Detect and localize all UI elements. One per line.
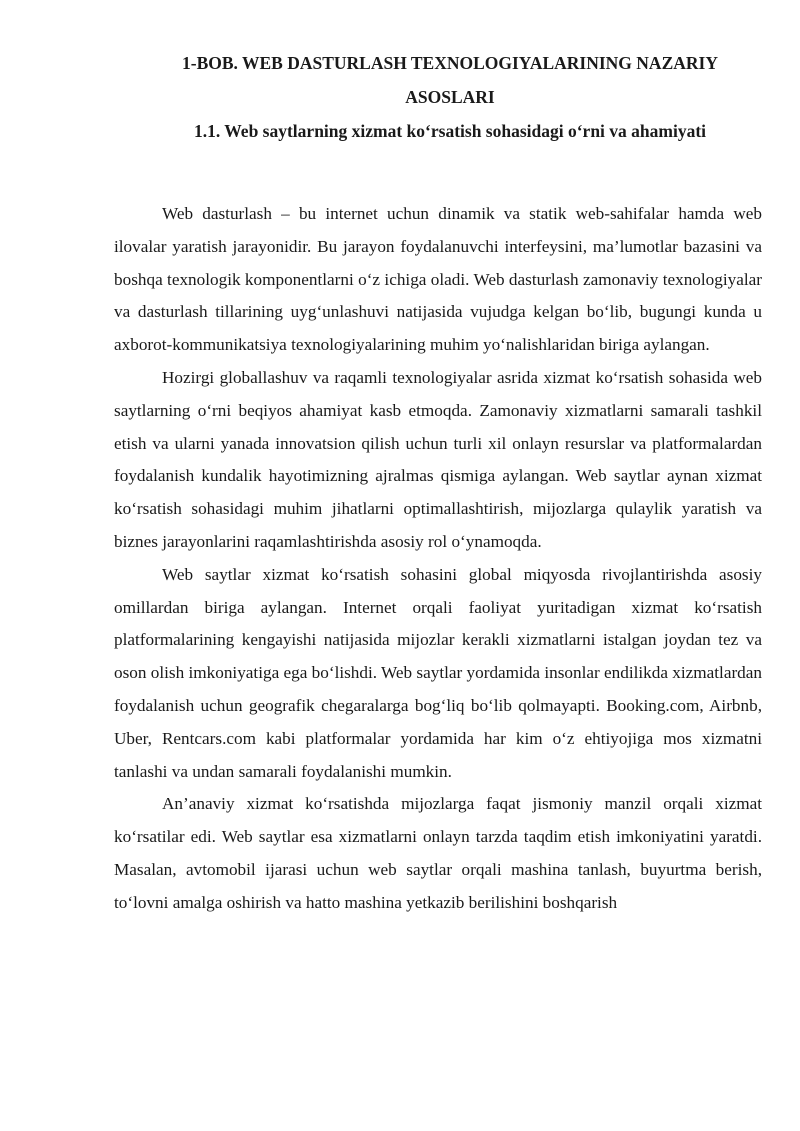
paragraph-3: Web saytlar xizmat ko‘rsatish sohasini global miqyosda rivojlantirishda asosiy omillardan biriga aylangan. Internet orqali faoliyat yuritadigan xizmat ko‘rsatish platformalarining kengayishi natijasida mijozlar kerakli xizmatlarni istalgan joydan tez va oson olish imkoniyatiga ega bo‘lishdi. Web saytlar yordamida insonlar endilikda xizmatlardan foydalanish uchun geografik chegaralarga bog‘liq bo‘lib qolmayapti. Booking.com, Airbnb, Uber, Rentcars.com kabi platformalar yordamida har kim o‘z ehtiyojiga mos xizmatni tanlashi va undan samarali foydalanishi mumkin.	[114, 564, 762, 781]
chapter-title: 1-BOB. WEB DASTURLASH TEXNOLOGIYALARINING NAZARIY ASOSLARI	[182, 53, 718, 107]
document-page	[114, 46, 762, 920]
paragraph-2: Hozirgi globallashuv va raqamli texnologiyalar asrida xizmat ko‘rsatish sohasida web saytlarning o‘rni beqiyos ahamiyat kasb etmoqda. Zamonaviy xizmatlarni samarali tashkil etish va ularni yanada innovatsion qilish uchun turli xil onlayn resurslar va platformalardan foydalanish kundalik hayotimizning ajralmas qismiga aylangan. Web saytlar aynan xizmat ko‘rsatish sohasidagi muhim jihatlarni optimallashtirish, mijozlarga qulaylik yaratish va biznes jarayonlarini raqamlashtirishda asosiy rol o‘ynamoqda.	[114, 367, 762, 551]
paragraph-1: Web dasturlash – bu internet uchun dinamik va statik web-sahifalar hamda web ilovalar yaratish jarayonidir. Bu jarayon foydalanuvchi interfeysini, ma’lumotlar bazasini va boshqa texnologik komponentlarni o‘z ichiga oladi. Web dasturlash zamonaviy texnologiyalar va dasturlash tillarining uyg‘unlashuvi natijasida vujudga kelgan bo‘lib, bugungi kunda u axborot-kommunikatsiya texnologiyalarining muhim yo‘nalishlaridan biriga aylangan.	[114, 204, 762, 355]
section-title: 1.1. Web saytlarning xizmat ko‘rsatish sohasidagi o‘rni va ahamiyati	[193, 121, 707, 141]
paragraph-4: An’anaviy xizmat ko‘rsatishda mijozlarga faqat jismoniy manzil orqali xizmat ko‘rsatilar edi. Web saytlar esa xizmatlarni onlayn tarzda taqdim etish imkoniyatini yaratdi. Masalan, avtomobil ijarasi uchun web saytlar orqali mashina tanlash, buyurtma berish, to‘lovni amalga oshirish va hatto mashina yetkazib berilishini boshqarish	[114, 794, 762, 912]
title-spacer	[114, 148, 762, 198]
